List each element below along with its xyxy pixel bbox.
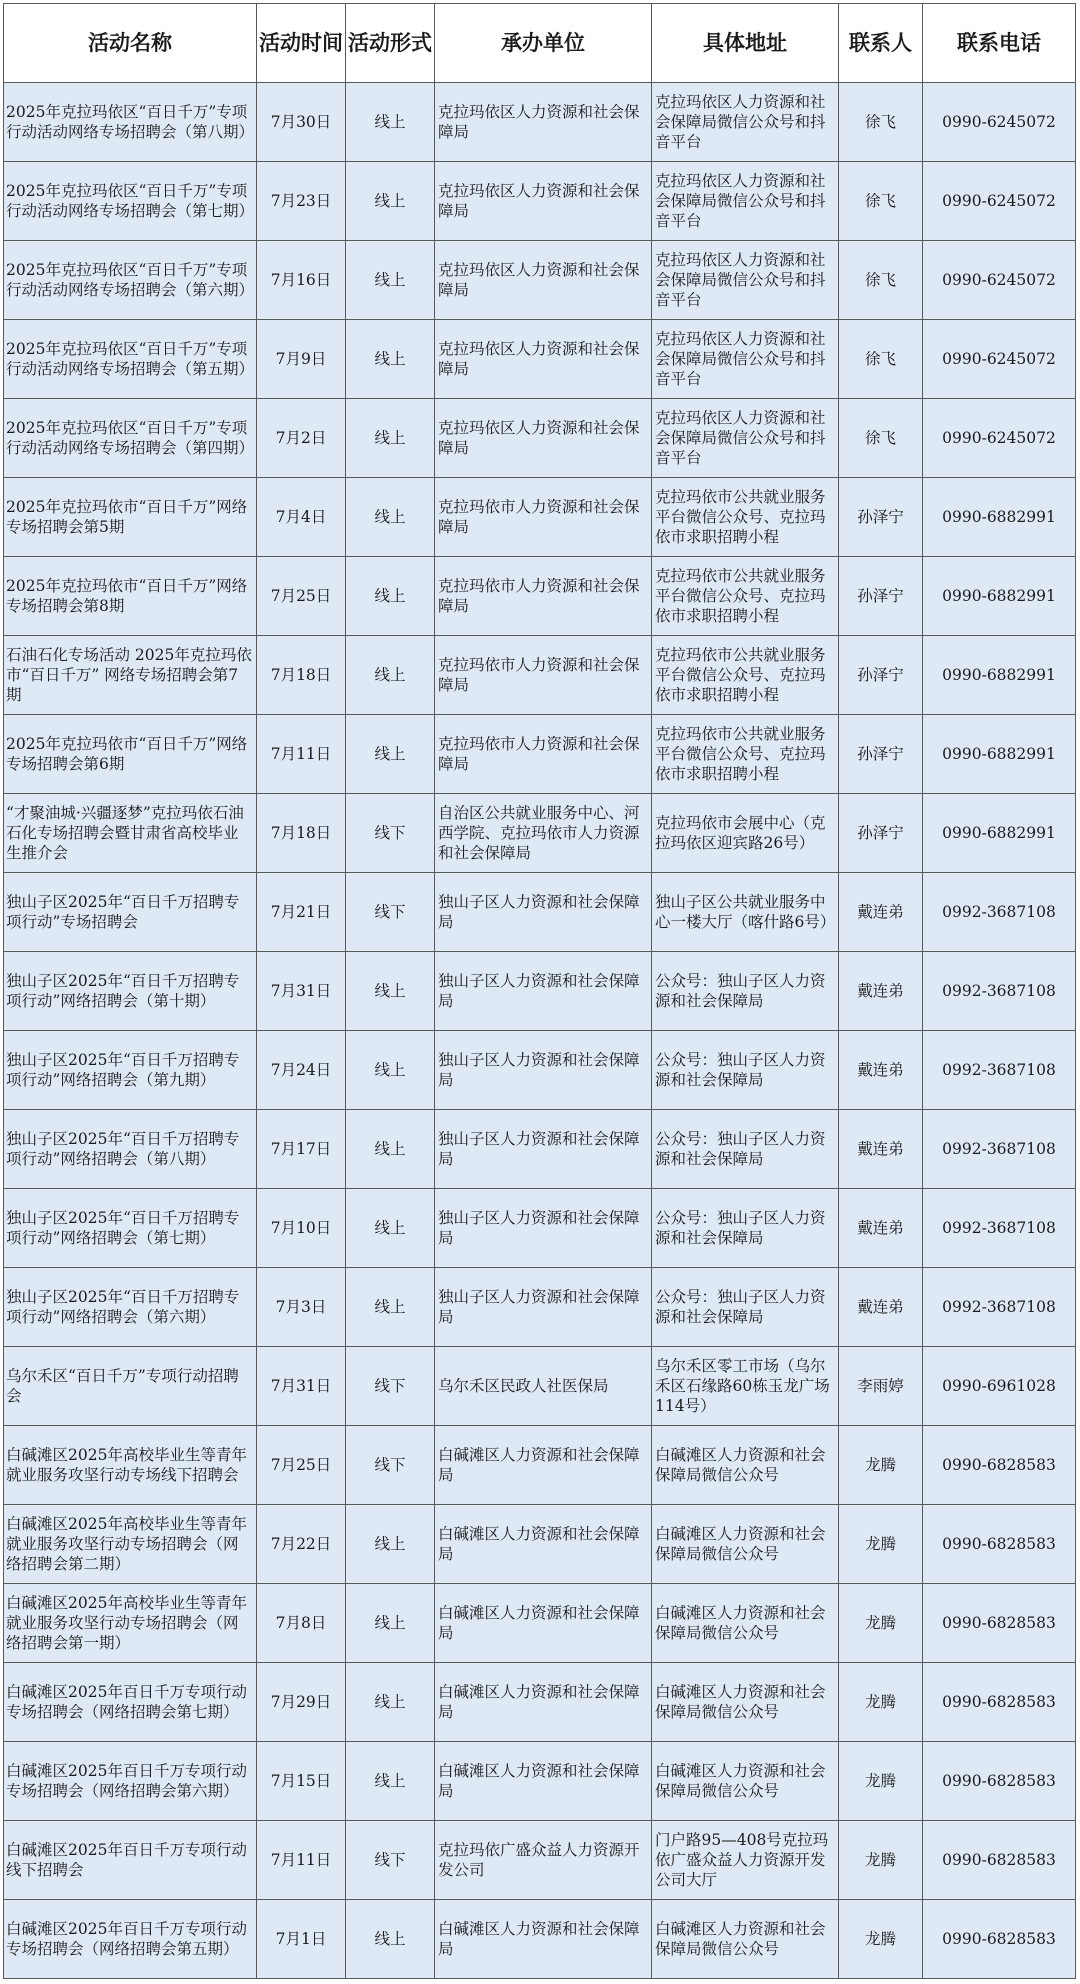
cell-contact: 徐飞 [839, 320, 923, 399]
cell-organizer: 克拉玛依市人力资源和社会保障局 [435, 715, 652, 794]
table-row [4, 1347, 1076, 1426]
cell-contact: 龙腾 [839, 1584, 923, 1663]
cell-activity-time: 7月17日 [257, 1110, 346, 1189]
cell-activity-mode: 线上 [346, 715, 435, 794]
table-row [4, 557, 1076, 636]
table-row [4, 1426, 1076, 1505]
cell-address: 白碱滩区人力资源和社会保障局微信公众号 [652, 1426, 839, 1505]
cell-activity-name: 乌尔禾区“百日千万”专项行动招聘会 [4, 1347, 257, 1426]
cell-activity-name: 石油石化专场活动 2025年克拉玛依市“百日千万” 网络专场招聘会第7期 [4, 636, 257, 715]
cell-organizer: 克拉玛依市人力资源和社会保障局 [435, 478, 652, 557]
cell-activity-name: 白碱滩区2025年高校毕业生等青年就业服务攻坚行动专场招聘会（网络招聘会第一期） [4, 1584, 257, 1663]
table-row [4, 1031, 1076, 1110]
cell-contact: 戴连弟 [839, 1268, 923, 1347]
cell-contact: 龙腾 [839, 1663, 923, 1742]
cell-activity-name: 独山子区2025年“百日千万招聘专项行动”专场招聘会 [4, 873, 257, 952]
table-row [4, 1110, 1076, 1189]
cell-phone: 0990-6961028 [923, 1347, 1076, 1426]
cell-phone: 0990-6245072 [923, 399, 1076, 478]
cell-phone: 0990-6882991 [923, 715, 1076, 794]
cell-activity-time: 7月4日 [257, 478, 346, 557]
cell-organizer: 独山子区人力资源和社会保障局 [435, 952, 652, 1031]
header-organizer: 承办单位 [435, 4, 652, 83]
cell-organizer: 白碱滩区人力资源和社会保障局 [435, 1426, 652, 1505]
cell-contact: 徐飞 [839, 399, 923, 478]
cell-organizer: 白碱滩区人力资源和社会保障局 [435, 1663, 652, 1742]
cell-activity-time: 7月25日 [257, 1426, 346, 1505]
cell-activity-mode: 线上 [346, 1268, 435, 1347]
cell-activity-name: 独山子区2025年“百日千万招聘专项行动”网络招聘会（第十期） [4, 952, 257, 1031]
table-row [4, 399, 1076, 478]
cell-activity-mode: 线上 [346, 399, 435, 478]
cell-activity-mode: 线上 [346, 1031, 435, 1110]
cell-contact: 戴连弟 [839, 1031, 923, 1110]
cell-phone: 0990-6828583 [923, 1663, 1076, 1742]
cell-contact: 徐飞 [839, 83, 923, 162]
cell-address: 白碱滩区人力资源和社会保障局微信公众号 [652, 1505, 839, 1584]
cell-address: 公众号：独山子区人力资源和社会保障局 [652, 1189, 839, 1268]
cell-activity-time: 7月2日 [257, 399, 346, 478]
cell-activity-name: 白碱滩区2025年高校毕业生等青年就业服务攻坚行动专场线下招聘会 [4, 1426, 257, 1505]
cell-phone: 0990-6828583 [923, 1426, 1076, 1505]
cell-activity-time: 7月11日 [257, 715, 346, 794]
cell-activity-mode: 线上 [346, 952, 435, 1031]
cell-activity-time: 7月25日 [257, 557, 346, 636]
cell-phone: 0990-6882991 [923, 794, 1076, 873]
cell-activity-mode: 线上 [346, 1505, 435, 1584]
cell-organizer: 乌尔禾区民政人社医保局 [435, 1347, 652, 1426]
activity-table-container [3, 3, 1075, 1979]
cell-activity-time: 7月23日 [257, 162, 346, 241]
table-row [4, 478, 1076, 557]
cell-phone: 0990-6245072 [923, 241, 1076, 320]
cell-activity-mode: 线下 [346, 794, 435, 873]
cell-activity-name: 白碱滩区2025年高校毕业生等青年就业服务攻坚行动专场招聘会（网络招聘会第二期） [4, 1505, 257, 1584]
cell-organizer: 独山子区人力资源和社会保障局 [435, 1189, 652, 1268]
cell-address: 克拉玛依区人力资源和社会保障局微信公众号和抖音平台 [652, 320, 839, 399]
header-row [4, 4, 1076, 83]
cell-activity-time: 7月18日 [257, 794, 346, 873]
cell-organizer: 克拉玛依市人力资源和社会保障局 [435, 557, 652, 636]
cell-phone: 0992-3687108 [923, 1031, 1076, 1110]
table-row [4, 1189, 1076, 1268]
cell-activity-name: 白碱滩区2025年百日千万专项行动专场招聘会（网络招聘会第六期） [4, 1742, 257, 1821]
cell-activity-mode: 线上 [346, 320, 435, 399]
cell-organizer: 独山子区人力资源和社会保障局 [435, 1110, 652, 1189]
cell-contact: 戴连弟 [839, 952, 923, 1031]
cell-contact: 徐飞 [839, 241, 923, 320]
cell-address: 白碱滩区人力资源和社会保障局微信公众号 [652, 1742, 839, 1821]
cell-activity-name: 独山子区2025年“百日千万招聘专项行动”网络招聘会（第六期） [4, 1268, 257, 1347]
header-activity-mode: 活动形式 [346, 4, 435, 83]
cell-phone: 0990-6828583 [923, 1821, 1076, 1900]
cell-activity-time: 7月11日 [257, 1821, 346, 1900]
cell-activity-name: 2025年克拉玛依区“百日千万”专项行动活动网络专场招聘会（第七期） [4, 162, 257, 241]
cell-activity-time: 7月30日 [257, 83, 346, 162]
cell-contact: 龙腾 [839, 1426, 923, 1505]
cell-activity-time: 7月18日 [257, 636, 346, 715]
cell-address: 门户路95—408号克拉玛依广盛众益人力资源开发公司大厅 [652, 1821, 839, 1900]
cell-activity-name: 独山子区2025年“百日千万招聘专项行动”网络招聘会（第七期） [4, 1189, 257, 1268]
cell-phone: 0990-6882991 [923, 557, 1076, 636]
cell-address: 白碱滩区人力资源和社会保障局微信公众号 [652, 1900, 839, 1979]
cell-organizer: 白碱滩区人力资源和社会保障局 [435, 1584, 652, 1663]
cell-activity-mode: 线上 [346, 1742, 435, 1821]
cell-phone: 0990-6828583 [923, 1900, 1076, 1979]
cell-activity-name: 独山子区2025年“百日千万招聘专项行动”网络招聘会（第九期） [4, 1031, 257, 1110]
cell-activity-name: 2025年克拉玛依区“百日千万”专项行动活动网络专场招聘会（第五期） [4, 320, 257, 399]
cell-contact: 龙腾 [839, 1505, 923, 1584]
cell-activity-time: 7月9日 [257, 320, 346, 399]
cell-organizer: 克拉玛依广盛众益人力资源开发公司 [435, 1821, 652, 1900]
cell-activity-mode: 线上 [346, 1900, 435, 1979]
cell-organizer: 独山子区人力资源和社会保障局 [435, 1031, 652, 1110]
cell-address: 克拉玛依区人力资源和社会保障局微信公众号和抖音平台 [652, 83, 839, 162]
table-row [4, 1505, 1076, 1584]
cell-address: 白碱滩区人力资源和社会保障局微信公众号 [652, 1584, 839, 1663]
header-activity-time: 活动时间 [257, 4, 346, 83]
cell-activity-mode: 线上 [346, 241, 435, 320]
table-row [4, 1900, 1076, 1979]
cell-organizer: 克拉玛依区人力资源和社会保障局 [435, 162, 652, 241]
cell-contact: 戴连弟 [839, 1189, 923, 1268]
table-row [4, 794, 1076, 873]
cell-activity-mode: 线下 [346, 1821, 435, 1900]
cell-organizer: 克拉玛依区人力资源和社会保障局 [435, 241, 652, 320]
cell-phone: 0990-6245072 [923, 83, 1076, 162]
cell-organizer: 白碱滩区人力资源和社会保障局 [435, 1505, 652, 1584]
cell-phone: 0990-6828583 [923, 1505, 1076, 1584]
cell-activity-name: 2025年克拉玛依区“百日千万”专项行动活动网络专场招聘会（第四期） [4, 399, 257, 478]
cell-phone: 0990-6245072 [923, 320, 1076, 399]
cell-activity-mode: 线下 [346, 1347, 435, 1426]
cell-activity-mode: 线下 [346, 873, 435, 952]
header-contact: 联系人 [839, 4, 923, 83]
cell-contact: 戴连弟 [839, 1110, 923, 1189]
cell-address: 克拉玛依市会展中心（克拉玛依区迎宾路26号） [652, 794, 839, 873]
cell-phone: 0990-6828583 [923, 1584, 1076, 1663]
table-row [4, 873, 1076, 952]
table-row [4, 83, 1076, 162]
cell-activity-mode: 线上 [346, 162, 435, 241]
table-row [4, 715, 1076, 794]
cell-activity-time: 7月8日 [257, 1584, 346, 1663]
cell-phone: 0992-3687108 [923, 952, 1076, 1031]
table-body [4, 83, 1076, 1979]
cell-activity-mode: 线上 [346, 1189, 435, 1268]
cell-activity-mode: 线上 [346, 83, 435, 162]
cell-activity-name: “才聚油城·兴疆逐梦”克拉玛依石油石化专场招聘会暨甘肃省高校毕业生推介会 [4, 794, 257, 873]
cell-contact: 孙泽宁 [839, 557, 923, 636]
cell-organizer: 克拉玛依市人力资源和社会保障局 [435, 636, 652, 715]
cell-activity-time: 7月21日 [257, 873, 346, 952]
cell-activity-name: 白碱滩区2025年百日千万专项行动线下招聘会 [4, 1821, 257, 1900]
cell-activity-time: 7月31日 [257, 1347, 346, 1426]
cell-activity-mode: 线上 [346, 1584, 435, 1663]
cell-activity-name: 2025年克拉玛依市“百日千万”网络专场招聘会第5期 [4, 478, 257, 557]
cell-activity-time: 7月24日 [257, 1031, 346, 1110]
cell-address: 克拉玛依区人力资源和社会保障局微信公众号和抖音平台 [652, 241, 839, 320]
table-row [4, 952, 1076, 1031]
cell-organizer: 克拉玛依区人力资源和社会保障局 [435, 320, 652, 399]
table-row [4, 636, 1076, 715]
cell-address: 克拉玛依区人力资源和社会保障局微信公众号和抖音平台 [652, 162, 839, 241]
table-row [4, 320, 1076, 399]
cell-organizer: 克拉玛依区人力资源和社会保障局 [435, 399, 652, 478]
cell-address: 克拉玛依市公共就业服务平台微信公众号、克拉玛依市求职招聘小程 [652, 715, 839, 794]
cell-address: 白碱滩区人力资源和社会保障局微信公众号 [652, 1663, 839, 1742]
cell-address: 乌尔禾区零工市场（乌尔禾区石缘路60栋玉龙广场114号） [652, 1347, 839, 1426]
cell-contact: 龙腾 [839, 1742, 923, 1821]
table-row [4, 1663, 1076, 1742]
cell-address: 公众号：独山子区人力资源和社会保障局 [652, 1268, 839, 1347]
cell-address: 克拉玛依市公共就业服务平台微信公众号、克拉玛依市求职招聘小程 [652, 636, 839, 715]
table-row [4, 162, 1076, 241]
cell-contact: 孙泽宁 [839, 478, 923, 557]
recruitment-activity-table [3, 3, 1076, 1979]
cell-activity-name: 白碱滩区2025年百日千万专项行动专场招聘会（网络招聘会第七期） [4, 1663, 257, 1742]
table-row [4, 1821, 1076, 1900]
cell-activity-mode: 线上 [346, 557, 435, 636]
cell-activity-time: 7月1日 [257, 1900, 346, 1979]
cell-activity-mode: 线上 [346, 1663, 435, 1742]
cell-organizer: 独山子区人力资源和社会保障局 [435, 1268, 652, 1347]
header-address: 具体地址 [652, 4, 839, 83]
cell-activity-name: 2025年克拉玛依市“百日千万”网络专场招聘会第8期 [4, 557, 257, 636]
cell-contact: 徐飞 [839, 162, 923, 241]
cell-activity-mode: 线上 [346, 1110, 435, 1189]
cell-activity-time: 7月15日 [257, 1742, 346, 1821]
cell-contact: 戴连弟 [839, 873, 923, 952]
cell-contact: 李雨婷 [839, 1347, 923, 1426]
header-activity-name: 活动名称 [4, 4, 257, 83]
table-row [4, 241, 1076, 320]
cell-activity-name: 2025年克拉玛依区“百日千万”专项行动活动网络专场招聘会（第六期） [4, 241, 257, 320]
cell-address: 克拉玛依市公共就业服务平台微信公众号、克拉玛依市求职招聘小程 [652, 478, 839, 557]
table-row [4, 1584, 1076, 1663]
cell-activity-mode: 线上 [346, 636, 435, 715]
cell-contact: 孙泽宁 [839, 715, 923, 794]
cell-activity-time: 7月10日 [257, 1189, 346, 1268]
cell-address: 克拉玛依市公共就业服务平台微信公众号、克拉玛依市求职招聘小程 [652, 557, 839, 636]
table-row [4, 1268, 1076, 1347]
cell-contact: 龙腾 [839, 1900, 923, 1979]
cell-organizer: 独山子区人力资源和社会保障局 [435, 873, 652, 952]
cell-phone: 0992-3687108 [923, 1268, 1076, 1347]
cell-contact: 孙泽宁 [839, 636, 923, 715]
cell-activity-time: 7月3日 [257, 1268, 346, 1347]
cell-organizer: 克拉玛依区人力资源和社会保障局 [435, 83, 652, 162]
cell-contact: 龙腾 [839, 1821, 923, 1900]
cell-organizer: 白碱滩区人力资源和社会保障局 [435, 1742, 652, 1821]
cell-activity-time: 7月22日 [257, 1505, 346, 1584]
cell-phone: 0992-3687108 [923, 1189, 1076, 1268]
cell-activity-time: 7月16日 [257, 241, 346, 320]
cell-phone: 0992-3687108 [923, 873, 1076, 952]
cell-address: 克拉玛依区人力资源和社会保障局微信公众号和抖音平台 [652, 399, 839, 478]
cell-activity-name: 白碱滩区2025年百日千万专项行动专场招聘会（网络招聘会第五期） [4, 1900, 257, 1979]
cell-phone: 0990-6828583 [923, 1742, 1076, 1821]
cell-phone: 0992-3687108 [923, 1110, 1076, 1189]
cell-activity-time: 7月29日 [257, 1663, 346, 1742]
cell-address: 公众号：独山子区人力资源和社会保障局 [652, 1110, 839, 1189]
cell-address: 公众号：独山子区人力资源和社会保障局 [652, 952, 839, 1031]
cell-phone: 0990-6882991 [923, 478, 1076, 557]
cell-activity-name: 2025年克拉玛依区“百日千万”专项行动活动网络专场招聘会（第八期） [4, 83, 257, 162]
table-row [4, 1742, 1076, 1821]
cell-address: 独山子区公共就业服务中心一楼大厅（喀什路6号） [652, 873, 839, 952]
cell-address: 公众号：独山子区人力资源和社会保障局 [652, 1031, 839, 1110]
cell-activity-time: 7月31日 [257, 952, 346, 1031]
cell-phone: 0990-6245072 [923, 162, 1076, 241]
cell-activity-name: 独山子区2025年“百日千万招聘专项行动”网络招聘会（第八期） [4, 1110, 257, 1189]
cell-activity-mode: 线上 [346, 478, 435, 557]
cell-organizer: 白碱滩区人力资源和社会保障局 [435, 1900, 652, 1979]
table-header [4, 4, 1076, 83]
cell-activity-name: 2025年克拉玛依市“百日千万”网络专场招聘会第6期 [4, 715, 257, 794]
header-phone: 联系电话 [923, 4, 1076, 83]
cell-phone: 0990-6882991 [923, 636, 1076, 715]
cell-activity-mode: 线下 [346, 1426, 435, 1505]
cell-organizer: 自治区公共就业服务中心、河西学院、克拉玛依市人力资源和社会保障局 [435, 794, 652, 873]
cell-contact: 孙泽宁 [839, 794, 923, 873]
